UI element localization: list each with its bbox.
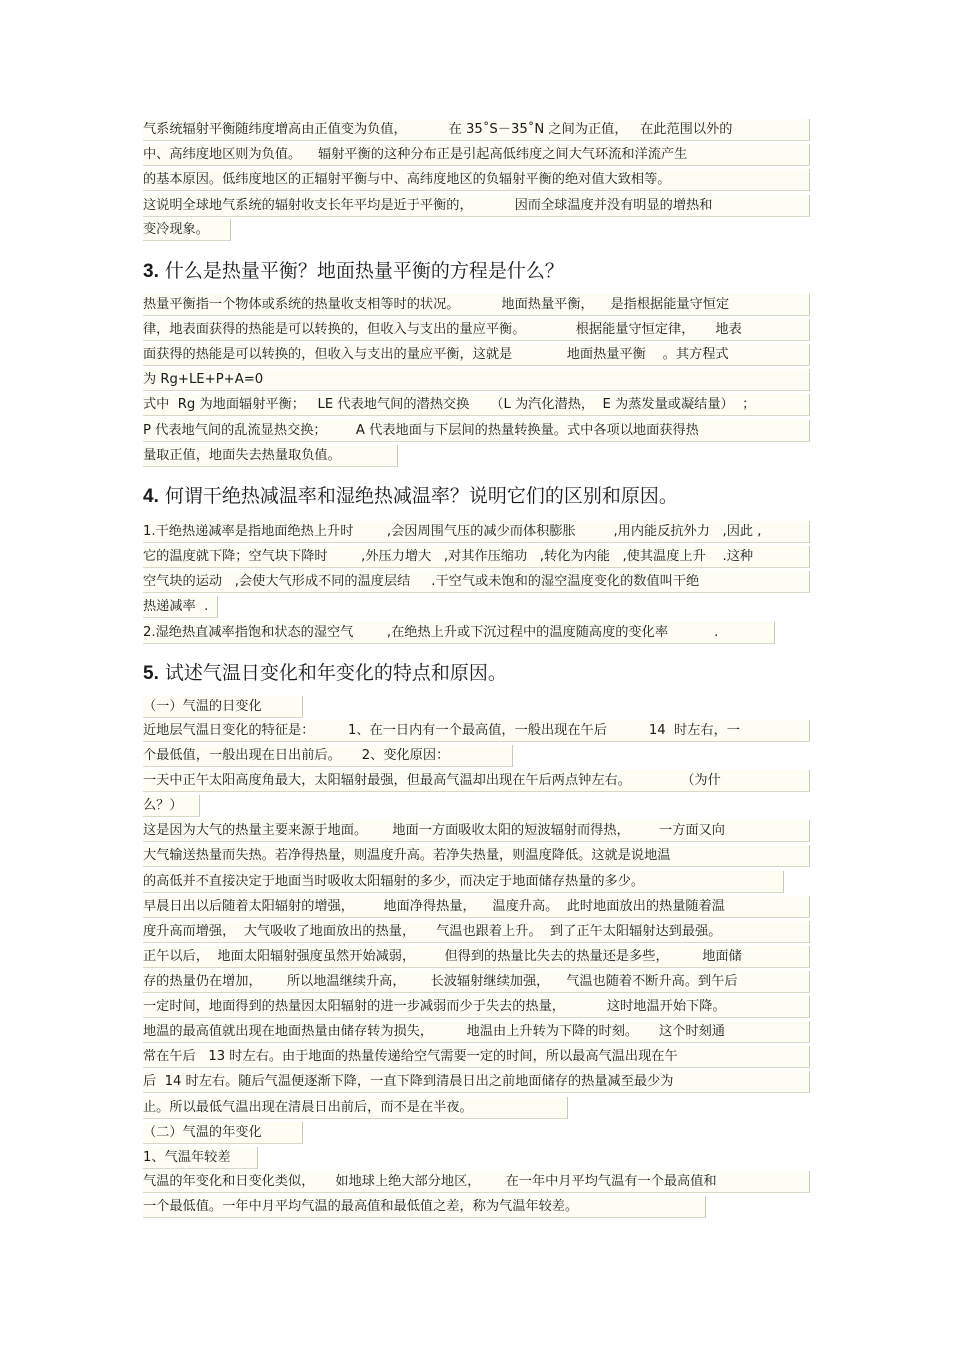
text-line: 律，地表面获得的热能是可以转换的，但收入与支出的量应平衡。 根据能量守恒定律， 地表: [143, 319, 810, 341]
text-line: 一个最低值。一年中月平均气温的最高值和最低值之差，称为气温年较差。: [143, 1196, 706, 1218]
heading-text: 什么是热量平衡？地面热量平衡的方程是什么？: [164, 260, 564, 282]
text-line: （二）气温的年变化: [143, 1122, 303, 1144]
text-line: 近地层气温日变化的特征是： 1、在一日内有一个最高值，一般出现在午后 14 时左右，一: [143, 720, 810, 742]
section-heading: [143, 658, 507, 688]
text-line: 后 14 时左右。随后气温便逐渐下降，一直下降到清晨日出之前地面储存的热量减至最少为: [143, 1071, 810, 1093]
text-line: 么？）: [143, 795, 200, 817]
section-heading: [143, 256, 564, 286]
text-line: 的高低并不直接决定于地面当时吸收太阳辐射的多少，而决定于地面储存热量的多少。: [143, 871, 784, 893]
section-heading: [143, 481, 678, 511]
text-line: P 代表地气间的乱流显热交换； A 代表地面与下层间的热量转换量。式中各项以地面获得热: [143, 420, 810, 442]
text-line: 空气块的运动 ,会使大气形成不同的温度层结 .干空气或未饱和的湿空温度变化的数值叫干绝: [143, 571, 810, 593]
text-line: 气温的年变化和日变化类似， 如地球上绝大部分地区， 在一年中月平均气温有一个最高值和: [143, 1171, 810, 1193]
text-line: 正午以后， 地面太阳辐射强度虽然开始减弱， 但得到的热量比失去的热量还是多些， 地面储: [143, 946, 810, 968]
text-line: （一）气温的日变化: [143, 696, 303, 718]
heading-text: 试述气温日变化和年变化的特点和原因。: [164, 662, 507, 684]
text-line: 个最低值，一般出现在日出前后。 2、变化原因：: [143, 745, 513, 767]
text-line: 1、气温年较差: [143, 1147, 258, 1169]
heading-number: 3.: [143, 261, 159, 282]
text-line: 的基本原因。低纬度地区的正辐射平衡与中、高纬度地区的负辐射平衡的绝对值大致相等。: [143, 169, 810, 191]
text-line: 度升高而增强， 大气吸收了地面放出的热量， 气温也跟着上升。 到了正午太阳辐射达到最强。: [143, 921, 810, 943]
text-line: 中、高纬度地区则为负值。 辐射平衡的这种分布正是引起高低纬度之间大气环流和洋流产生: [143, 144, 810, 166]
text-line: 2.湿绝热直减率指饱和状态的湿空气 ,在绝热上升或下沉过程中的温度随高度的变化率 .: [143, 622, 775, 644]
text-line: 常在午后 13 时左右。由于地面的热量传递给空气需要一定的时间，所以最高气温出现在午: [143, 1046, 810, 1068]
text-line: 面获得的热能是可以转换的，但收入与支出的量应平衡，这就是 地面热量平衡 。其方程式: [143, 344, 810, 366]
text-line: 热量平衡指一个物体或系统的热量收支相等时的状况。 地面热量平衡， 是指根据能量守恒定: [143, 294, 810, 316]
text-line: 气系统辐射平衡随纬度增高由正值变为负值， 在 35˚S－35˚N 之间为正值， 在此范围以外的: [143, 119, 810, 141]
text-line: 式中 Rg 为地面辐射平衡； LE 代表地气间的潜热交换 （L 为汽化潜热， E 为蒸发量或凝结量） ；: [143, 394, 810, 416]
text-line: 存的热量仍在增加， 所以地温继续升高， 长波辐射继续加强， 气温也随着不断升高。到午后: [143, 971, 810, 993]
heading-number: 5.: [143, 663, 159, 684]
text-line: 量取正值，地面失去热量取负值。: [143, 445, 398, 467]
text-line: 地温的最高值就出现在地面热量由储存转为损失， 地温由上升转为下降的时刻。 这个时刻通: [143, 1021, 810, 1043]
heading-text: 何谓干绝热减温率和湿绝热减温率？说明它们的区别和原因。: [164, 485, 678, 507]
text-line: 这说明全球地气系统的辐射收支长年平均是近于平衡的， 因而全球温度并没有明显的增热和: [143, 195, 810, 217]
text-line: 一天中正午太阳高度角最大，太阳辐射最强，但最高气温却出现在午后两点钟左右。 （为什: [143, 770, 810, 792]
text-line: 它的温度就下降；空气块下降时 ,外压力增大 ,对其作压缩功 ,转化为内能 ,使其温度上升 .这种: [143, 546, 810, 568]
text-line: 一定时间，地面得到的热量因太阳辐射的进一步减弱而少于失去的热量， 这时地温开始下降。: [143, 996, 810, 1018]
heading-number: 4.: [143, 486, 159, 507]
text-line: 这是因为大气的热量主要来源于地面。 地面一方面吸收太阳的短波辐射而得热， 一方面又向: [143, 820, 810, 842]
text-line: 为 Rg+LE+P+A=0: [143, 369, 810, 391]
text-line: 早晨日出以后随着太阳辐射的增强， 地面净得热量， 温度升高。 此时地面放出的热量随着温: [143, 896, 810, 918]
text-line: 热递减率 .: [143, 596, 218, 618]
text-line: 止。所以最低气温出现在清晨日出前后，而不是在半夜。: [143, 1097, 568, 1119]
text-line: 变冷现象。: [143, 219, 231, 241]
text-line: 1.干绝热递减率是指地面绝热上升时 ,会因周围气压的减少而体积膨胀 ,用内能反抗外力 ,因此 ,: [143, 521, 810, 543]
text-line: 大气输送热量而失热。若净得热量，则温度升高。若净失热量，则温度降低。这就是说地温: [143, 845, 810, 867]
